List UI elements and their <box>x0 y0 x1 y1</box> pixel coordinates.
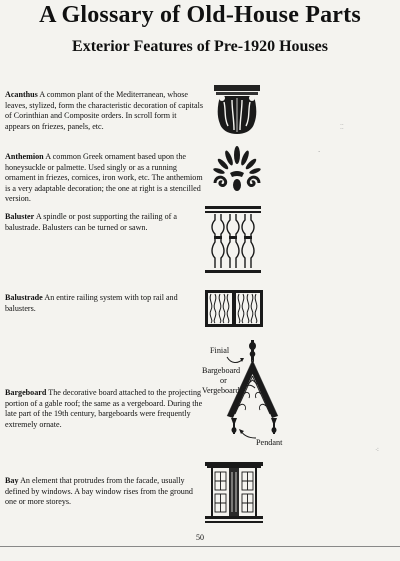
bay-window-illustration <box>205 460 263 524</box>
vergeboard-pointer-arrow-icon <box>241 382 257 396</box>
baluster-illustration <box>205 206 261 274</box>
balustrade-illustration <box>205 290 263 328</box>
entry-term: Balustrade <box>5 293 43 302</box>
entry-anthemion <box>5 152 203 205</box>
entry-term: Acanthus <box>5 90 38 99</box>
entry-balustrade <box>5 293 203 314</box>
anthemion-illustration <box>212 145 262 193</box>
or-label: or <box>220 376 227 385</box>
entry-term: Baluster <box>5 212 35 221</box>
scan-speck: ⵆ <box>340 123 344 131</box>
entry-term: Bay <box>5 476 19 485</box>
entry-definition: A spindle or post supporting the railing of a balustrade. Balusters can be turned or sawn. <box>5 212 177 232</box>
entry-definition: An element that protrudes from the facade, usually defined by windows. A bay window rises from the ground one or more storeys. <box>5 476 193 507</box>
scan-speck: ⁖ <box>375 446 380 454</box>
entry-bay <box>5 476 203 508</box>
acanthus-illustration <box>212 84 262 136</box>
entry-definition: A common plant of the Mediterranean, whose leaves, stylized, form the characteristic decoration of capitals of Corinthian and Composite orders. In scroll form it appears on friezes, panels, etc. <box>5 90 203 131</box>
entry-definition: A common Greek ornament based upon the honeysuckle or palmette. Used singly or as a running ornament in friezes, cornices, iron work, etc. The anthemiom is a very adaptable decoration; the one at right is a stencilled version. <box>5 152 203 204</box>
vergeboard-label: Vergeboard <box>202 386 240 395</box>
bargeboard-label: Bargeboard <box>202 366 241 375</box>
footer-rule <box>0 546 400 547</box>
page-title: A Glossary of Old-House Parts <box>39 2 361 28</box>
page-subtitle: Exterior Features of Pre-1920 Houses <box>72 38 328 55</box>
pendant-label: Pendant <box>256 438 283 447</box>
entry-term: Anthemion <box>5 152 44 161</box>
entry-baluster <box>5 212 203 233</box>
entry-acanthus <box>5 90 203 132</box>
page-number: 50 <box>196 533 204 542</box>
entry-term: Bargeboard <box>5 388 47 397</box>
entry-definition: An entire railing system with top rail and balusters. <box>5 293 178 313</box>
pendant-pointer-arrow-icon <box>238 428 258 440</box>
finial-pointer-arrow-icon <box>226 355 246 365</box>
entry-definition: The decorative board attached to the projecting portion of a gable roof; the same as a vergeboard. During the late part of the 19th century, bargeboards were frequently extremely ornate. <box>5 388 203 429</box>
scan-speck: · <box>318 148 321 156</box>
entry-bargeboard <box>5 388 203 430</box>
finial-label: Finial <box>210 346 230 355</box>
